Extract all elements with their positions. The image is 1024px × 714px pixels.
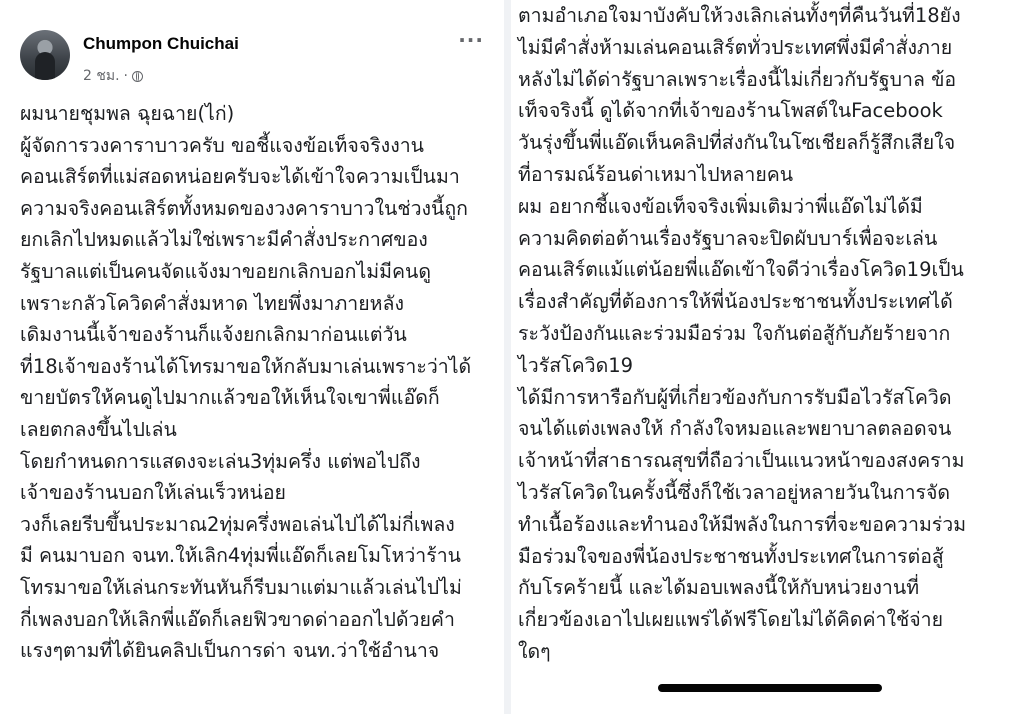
post-text-line: ยกเลิกไปหมดแล้วไม่ใช่เพราะมีคำสั่งประกาศของ (20, 228, 428, 252)
post-time[interactable]: 2 ชม. (83, 68, 120, 84)
post-text-line: เรื่องสำคัญที่ต้องการให้พี่น้องประชาชนทั้งประเทศได้ (518, 290, 953, 314)
home-indicator-bar (658, 684, 882, 692)
post-text-line: ที่อารมณ์ร้อนด่าเหมาไปหลายคน (518, 162, 794, 186)
post-text-line: เลยตกลงขึ้นไปเล่น (20, 417, 177, 441)
post-text-line: แรงๆตามที่ได้ยินคลิปเป็นการด่า จนท.ว่าใช้อำนาจ (20, 639, 440, 663)
post-text-line: มือร่วมใจของพี่น้องประชาชนทั้งประเทศในการต่อสู้ (518, 544, 944, 568)
globe-icon (132, 71, 143, 82)
post-text-line: เท็จจริงนี้ ดูได้จากที่เจ้าของร้านโพสต์ในFacebook (518, 99, 943, 123)
post-text-line: วันรุ่งขึ้นพี่แอ๊ดเห็นคลิปที่ส่งกันในโซเชียลก็รู้สึกเสียใจ (518, 131, 956, 155)
post-text-line: ผู้จัดการวงคาราบาวครับ ขอชี้แจงข้อเท็จจริงงาน (20, 133, 425, 157)
post-text-line: ผม อยากชี้แจงข้อเท็จจริงเพิ่มเติมว่าพี่แอ๊ดไม่ได้มี (518, 194, 923, 218)
left-screenshot-panel (0, 0, 504, 714)
post-text-line: คอนเสิร์ตแม้แต่น้อยพี่แอ๊ดเข้าใจดีว่าเรื่องโควิด19เป็น (518, 258, 964, 282)
post-text-line: วงก็เลยรีบขึ้นประมาณ2ทุ่มครึ่งพอเล่นไปได้ไม่กี่เพลง (20, 512, 455, 536)
post-text-line: จนได้แต่งเพลงให้ กำลังใจหมอและพยาบาลตลอดจน (518, 417, 952, 441)
post-header (20, 30, 490, 90)
post-text-line: กับโรคร้ายนี้ และได้มอบเพลงนี้ให้กับหน่วยงานที่ (518, 576, 920, 600)
post-meta (83, 65, 143, 87)
post-text-line: เดิมงานนี้เจ้าของร้านก็แจ้งยกเลิกมาก่อนแต่วัน (20, 323, 407, 347)
post-text-line: ระวังป้องกันและร่วมมือร่วม ใจกันต่อสู้กับภัยร้ายจาก (518, 321, 951, 345)
post-text-line: ตามอำเภอใจมาบังคับให้วงเลิกเล่นทั้งๆที่คืนวันที่18ยัง (518, 4, 961, 27)
bottom-crop-fade (0, 688, 504, 714)
post-text-line: ความจริงคอนเสิร์ตทั้งหมดของวงคาราบาวในช่วงนี้ถูก (20, 196, 468, 220)
post-text-line: เกี่ยวข้องเอาไปเผยแพร่ได้ฟรีโดยไม่ได้คิดค่าใช้จ่าย (518, 608, 944, 632)
post-text-line: เพราะกลัวโควิดคำสั่งมหาด ไทยพึ่งมาภายหลัง (20, 291, 405, 315)
post-text-line: ผมนายชุมพล ฉุยฉาย(ไก่) (20, 102, 235, 125)
meta-separator: · (123, 68, 128, 84)
post-text-line: ไวรัสโควิดในครั้งนี้ซึ่งก็ใช้เวลาอยู่หลายวันในการจัด (518, 480, 951, 504)
more-options-icon[interactable]: ··· (458, 28, 484, 52)
post-text-line: ใดๆ (518, 639, 551, 663)
post-text-line: ไวรัสโควิด19 (518, 353, 634, 377)
post-text-line: เจ้าของร้านบอกให้เล่นเร็วหน่อย (20, 481, 286, 505)
post-text-line: เจ้าหน้าที่สาธารณสุขที่ถือว่าเป็นแนวหน้าของสงคราม (518, 449, 965, 473)
post-text-line: มี คนมาบอก จนท.ให้เลิก4ทุ่มพี่แอ๊ดก็เลยโมโหว่าร้าน (20, 544, 461, 568)
post-text-line: หลังไม่ได้ด่ารัฐบาลเพราะเรื่องนี้ไม่เกี่ยวกับรัฐบาล ข้อ (518, 67, 957, 91)
post-text-line: รัฐบาลแต่เป็นคนจัดแจ้งมาขอยกเลิกบอกไม่มีคนดู (20, 259, 432, 283)
panel-divider (504, 0, 511, 714)
post-text-line: กี่เพลงบอกให้เลิกพี่แอ๊ดก็เลยฟิวขาดด่าออกไปด้วยคำ (20, 607, 455, 631)
post-text-line: ความคิดต่อต้านเรื่องรัฐบาลจะปิดผับบาร์เพื่อจะเล่น (518, 226, 938, 250)
post-text-line: ทำเนื้อร้องและทำนองให้มีพลังในการที่จะขอความร่วม (518, 512, 967, 536)
post-body-left (20, 98, 500, 667)
avatar[interactable] (20, 30, 70, 80)
post-text-line: คอนเสิร์ตที่แม่สอดหน่อยครับจะได้เข้าใจความเป็นมา (20, 165, 460, 189)
post-body-right (518, 0, 1023, 668)
post-text-line: ที่18เจ้าของร้านได้โทรมาขอให้กลับมาเล่นเพราะว่าได้ (20, 354, 472, 378)
post-text-line: โทรมาขอให้เล่นกระทันหันก็รีบมาแต่มาแล้วเล่นไปไม่ (20, 575, 462, 599)
post-text-line: ขายบัตรให้คนดูไปมากแล้วขอให้เห็นใจเขาพี่แอ๊ดก็ (20, 386, 440, 410)
post-text-line: โดยกำหนดการแสดงจะเล่น3ทุ่มครึ่ง แต่พอไปถึง (20, 449, 421, 473)
post-text-line: ไม่มีคำสั่งห้ามเล่นคอนเสิร์ตทั่วประเทศพึ่งมีคำสั่งภาย (518, 35, 953, 59)
post-text-line: ได้มีการหารือกับผู้ที่เกี่ยวข้องกับการรับมือไวรัสโควิด (518, 385, 952, 409)
author-name[interactable]: Chumpon Chuichai (83, 34, 239, 53)
